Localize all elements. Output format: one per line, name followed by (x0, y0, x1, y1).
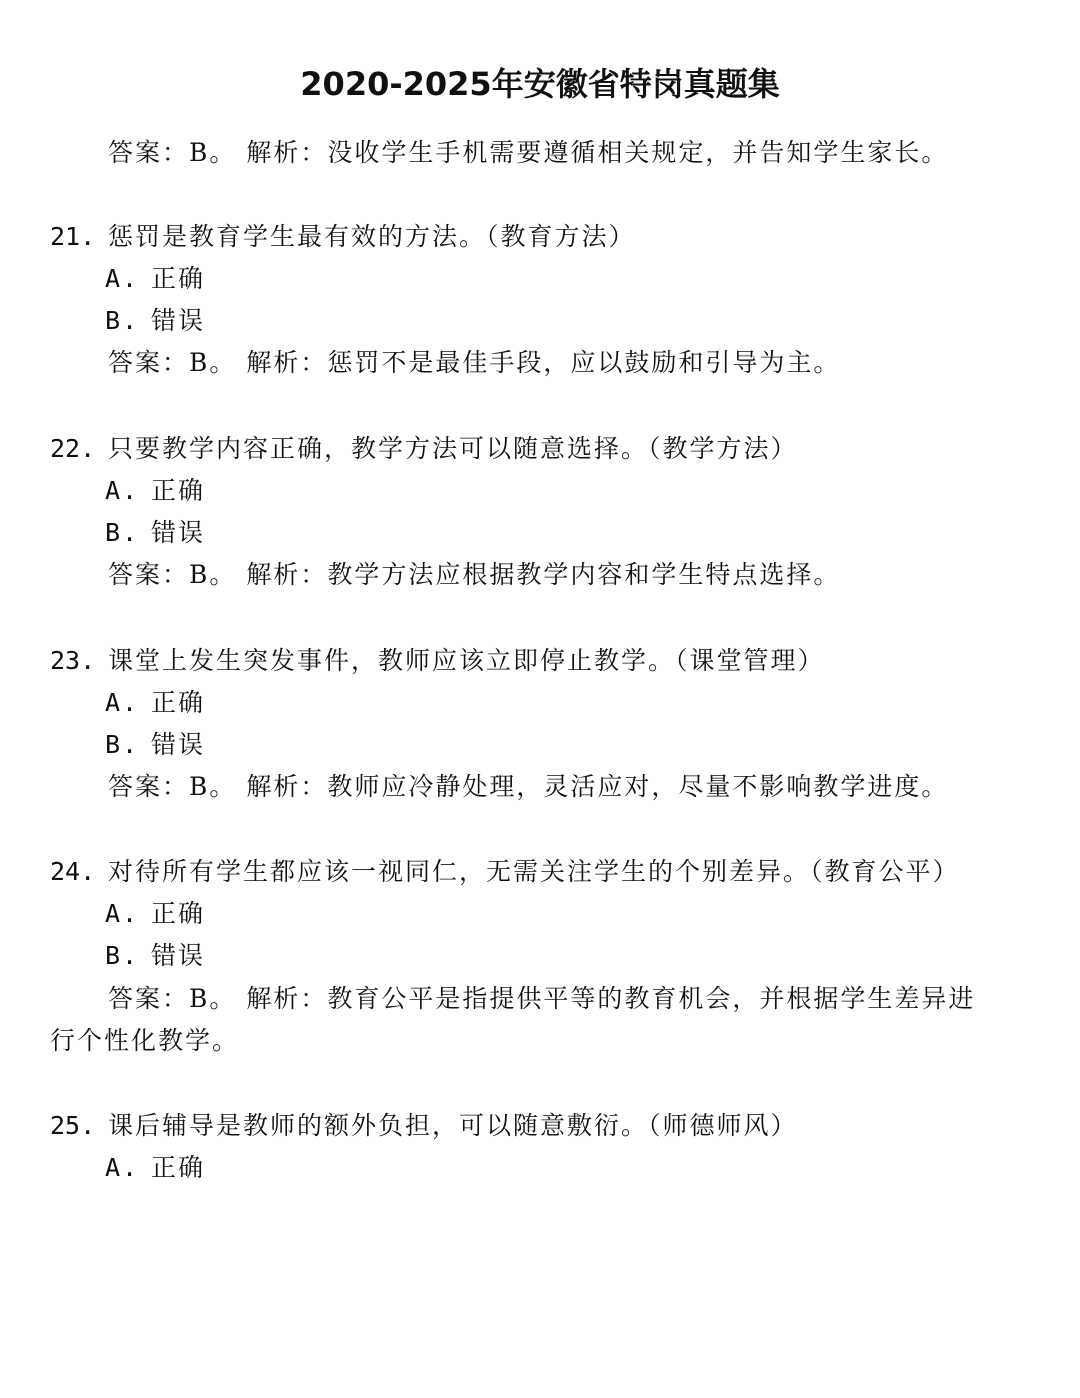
option-a (105, 262, 205, 296)
question-number: 21. (50, 222, 96, 251)
question-text: 对待所有学生都应该一视同仁，无需关注学生的个别差异。（教育公平） (108, 857, 960, 886)
answer-explanation: 答案：B。 解析：教师应冷静处理，灵活应对，尽量不影响教学进度。 (108, 772, 949, 801)
option-letter: B. (105, 306, 140, 335)
question-number: 23. (50, 646, 96, 675)
option-text: 错误 (151, 306, 206, 335)
option-text: 错误 (151, 518, 206, 547)
option-a (105, 686, 205, 720)
answer-explanation-continued: 行个性化教学。 (50, 1026, 240, 1055)
question-text: 课后辅导是教师的额外负担，可以随意敷衍。（师德师风） (108, 1111, 798, 1140)
question-text: 课堂上发生突发事件，教师应该立即停止教学。（课堂管理） (108, 646, 825, 675)
answer-explanation: 答案：B。 解析：教学方法应根据教学内容和学生特点选择。 (108, 560, 841, 589)
option-letter: A. (105, 688, 140, 717)
question-text: 惩罚是教育学生最有效的方法。（教育方法） (108, 222, 636, 251)
option-letter: B. (105, 730, 140, 759)
option-text: 错误 (151, 730, 206, 759)
option-b (105, 516, 205, 550)
option-text: 正确 (151, 476, 206, 505)
option-a (105, 474, 205, 508)
answer-explanation: 答案：B。 解析：惩罚不是最佳手段，应以鼓励和引导为主。 (108, 348, 841, 377)
question-number: 22. (50, 434, 96, 463)
option-text: 正确 (151, 899, 206, 928)
answer-explanation: 答案：B。 解析：教育公平是指提供平等的教育机会，并根据学生差异进 (108, 984, 976, 1013)
question-number: 25. (50, 1111, 96, 1140)
option-letter: A. (105, 264, 140, 293)
question-number: 24. (50, 857, 96, 886)
option-text: 正确 (151, 1153, 206, 1182)
option-a (105, 897, 205, 931)
option-b (105, 939, 205, 973)
option-letter: A. (105, 1153, 140, 1182)
option-a (105, 1151, 205, 1185)
option-text: 错误 (151, 941, 206, 970)
option-letter: B. (105, 518, 140, 547)
page-title: 2020-2025年安徽省特岗真题集 (300, 65, 780, 103)
option-letter: B. (105, 941, 140, 970)
option-b (105, 728, 205, 762)
option-text: 正确 (151, 688, 206, 717)
option-letter: A. (105, 899, 140, 928)
option-b (105, 304, 205, 338)
option-text: 正确 (151, 264, 206, 293)
option-letter: A. (105, 476, 140, 505)
question-text: 只要教学内容正确，教学方法可以随意选择。（教学方法） (108, 434, 798, 463)
answer-explanation-20: 答案：B。 解析：没收学生手机需要遵循相关规定，并告知学生家长。 (108, 138, 949, 167)
